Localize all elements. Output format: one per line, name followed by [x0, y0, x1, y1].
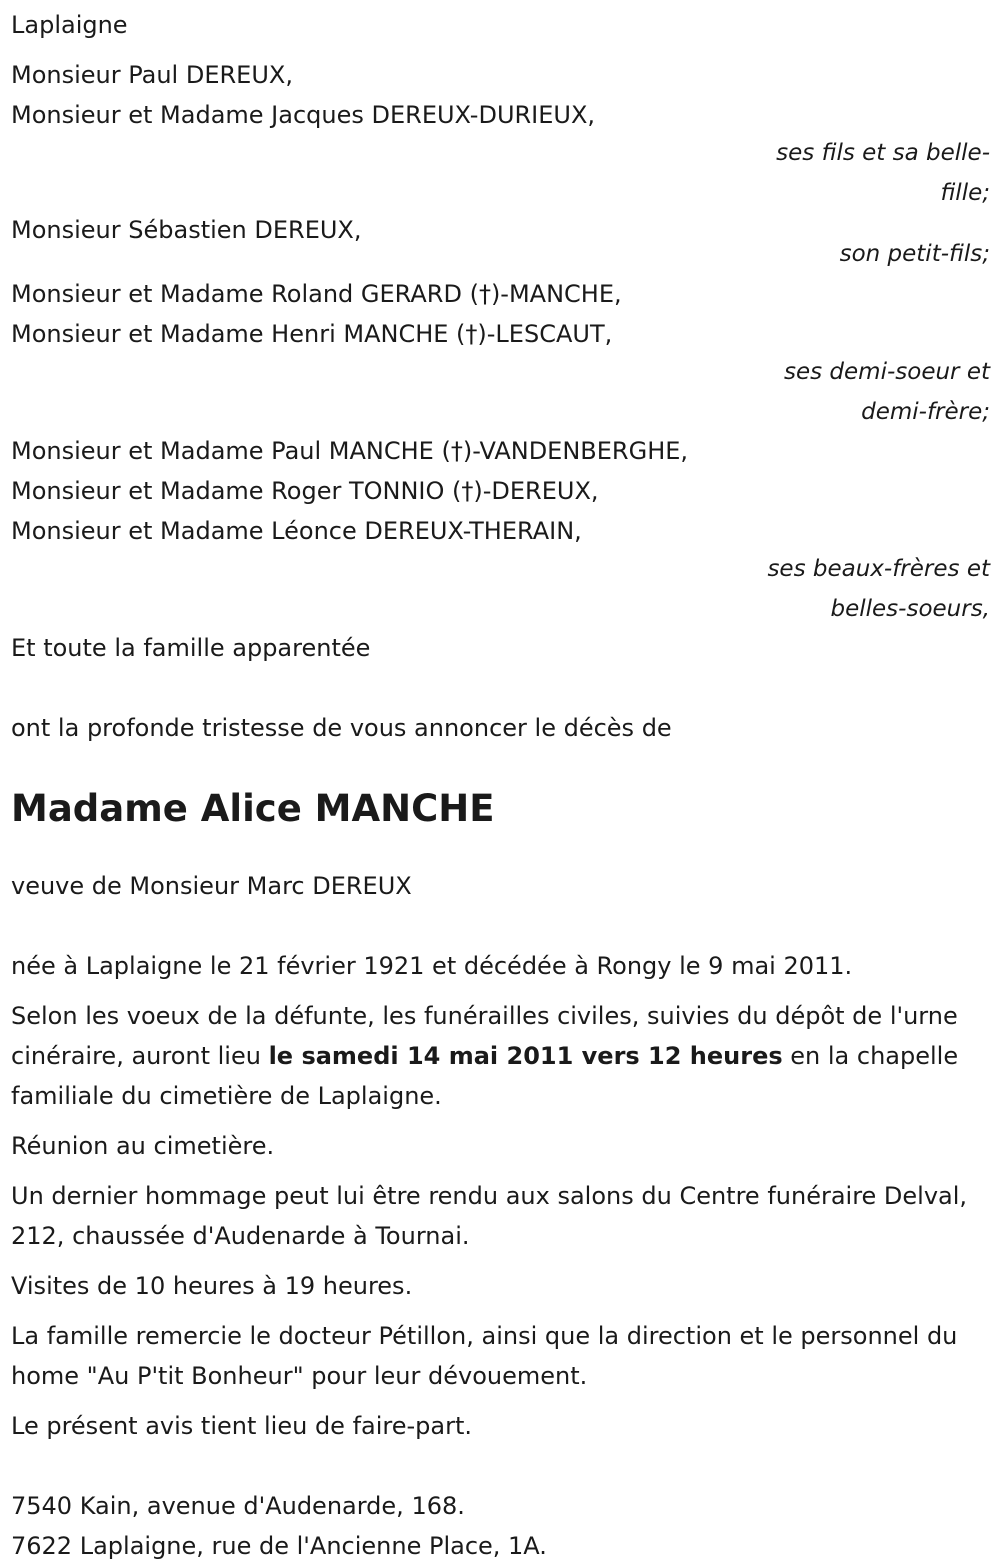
funeral-date: le samedi 14 mai 2011 vers 12 heures	[268, 1042, 783, 1070]
thanks: La famille remercie le docteur Pétillon, ainsi que la direction et le personnel du home "Au P'tit Bonheur" pour leur dévouement.	[11, 1322, 958, 1390]
family-member: Monsieur et Madame Roland GERARD (†)-MANCHE,	[11, 280, 622, 308]
family-member: Monsieur Paul DEREUX,	[11, 61, 293, 89]
family-member: Monsieur Sébastien DEREUX,	[11, 216, 362, 244]
extended-family: Et toute la famille apparentée	[11, 634, 371, 662]
announcement: ont la profonde tristesse de vous annoncer le décès de	[11, 714, 672, 742]
obituary-document	[0, 5, 1000, 1566]
notice: Le présent avis tient lieu de faire-part.	[11, 1412, 473, 1440]
family-member: Monsieur et Madame Paul MANCHE (†)-VANDENBERGHE,	[11, 437, 689, 465]
funeral-text-before: Selon les voeux de la défunte, les funérailles civiles, suivies du dépôt de l'urne cinéraire, auront lieu	[11, 1002, 958, 1070]
address: 7540 Kain, avenue d'Audenarde, 168.	[11, 1492, 465, 1520]
place-header: Laplaigne	[11, 11, 128, 39]
visits-info: Visites de 10 heures à 19 heures.	[11, 1272, 413, 1300]
widow-of: veuve de Monsieur Marc DEREUX	[11, 872, 412, 900]
relation-label: ses fils et sa belle-	[776, 140, 990, 166]
family-member: Monsieur et Madame Henri MANCHE (†)-LESCAUT,	[11, 320, 613, 348]
family-member: Monsieur et Madame Jacques DEREUX-DURIEUX,	[11, 101, 596, 129]
family-member: Monsieur et Madame Léonce DEREUX-THERAIN,	[11, 517, 582, 545]
address: 7622 Laplaigne, rue de l'Ancienne Place, 1A.	[11, 1532, 547, 1560]
funeral-details	[11, 996, 990, 1116]
relation-label: ses beaux-frères et	[767, 556, 990, 582]
meeting-info: Réunion au cimetière.	[11, 1132, 275, 1160]
birth-death: née à Laplaigne le 21 février 1921 et décédée à Rongy le 9 mai 2011.	[11, 952, 853, 980]
family-member: Monsieur et Madame Roger TONNIO (†)-DEREUX,	[11, 477, 599, 505]
relation-label: fille;	[940, 180, 990, 206]
relation-label: son petit-fils;	[839, 241, 990, 267]
deceased-name: Madame Alice MANCHE	[11, 787, 495, 830]
relation-label: ses demi-soeur et	[784, 359, 990, 385]
tribute-info: Un dernier hommage peut lui être rendu aux salons du Centre funéraire Delval, 212, chaussée d'Audenarde à Tournai.	[11, 1182, 968, 1250]
relation-label: demi-frère;	[861, 399, 990, 425]
funeral-text-after: en la chapelle familiale du cimetière de Laplaigne.	[11, 1042, 959, 1110]
relation-label: belles-soeurs,	[830, 596, 990, 622]
